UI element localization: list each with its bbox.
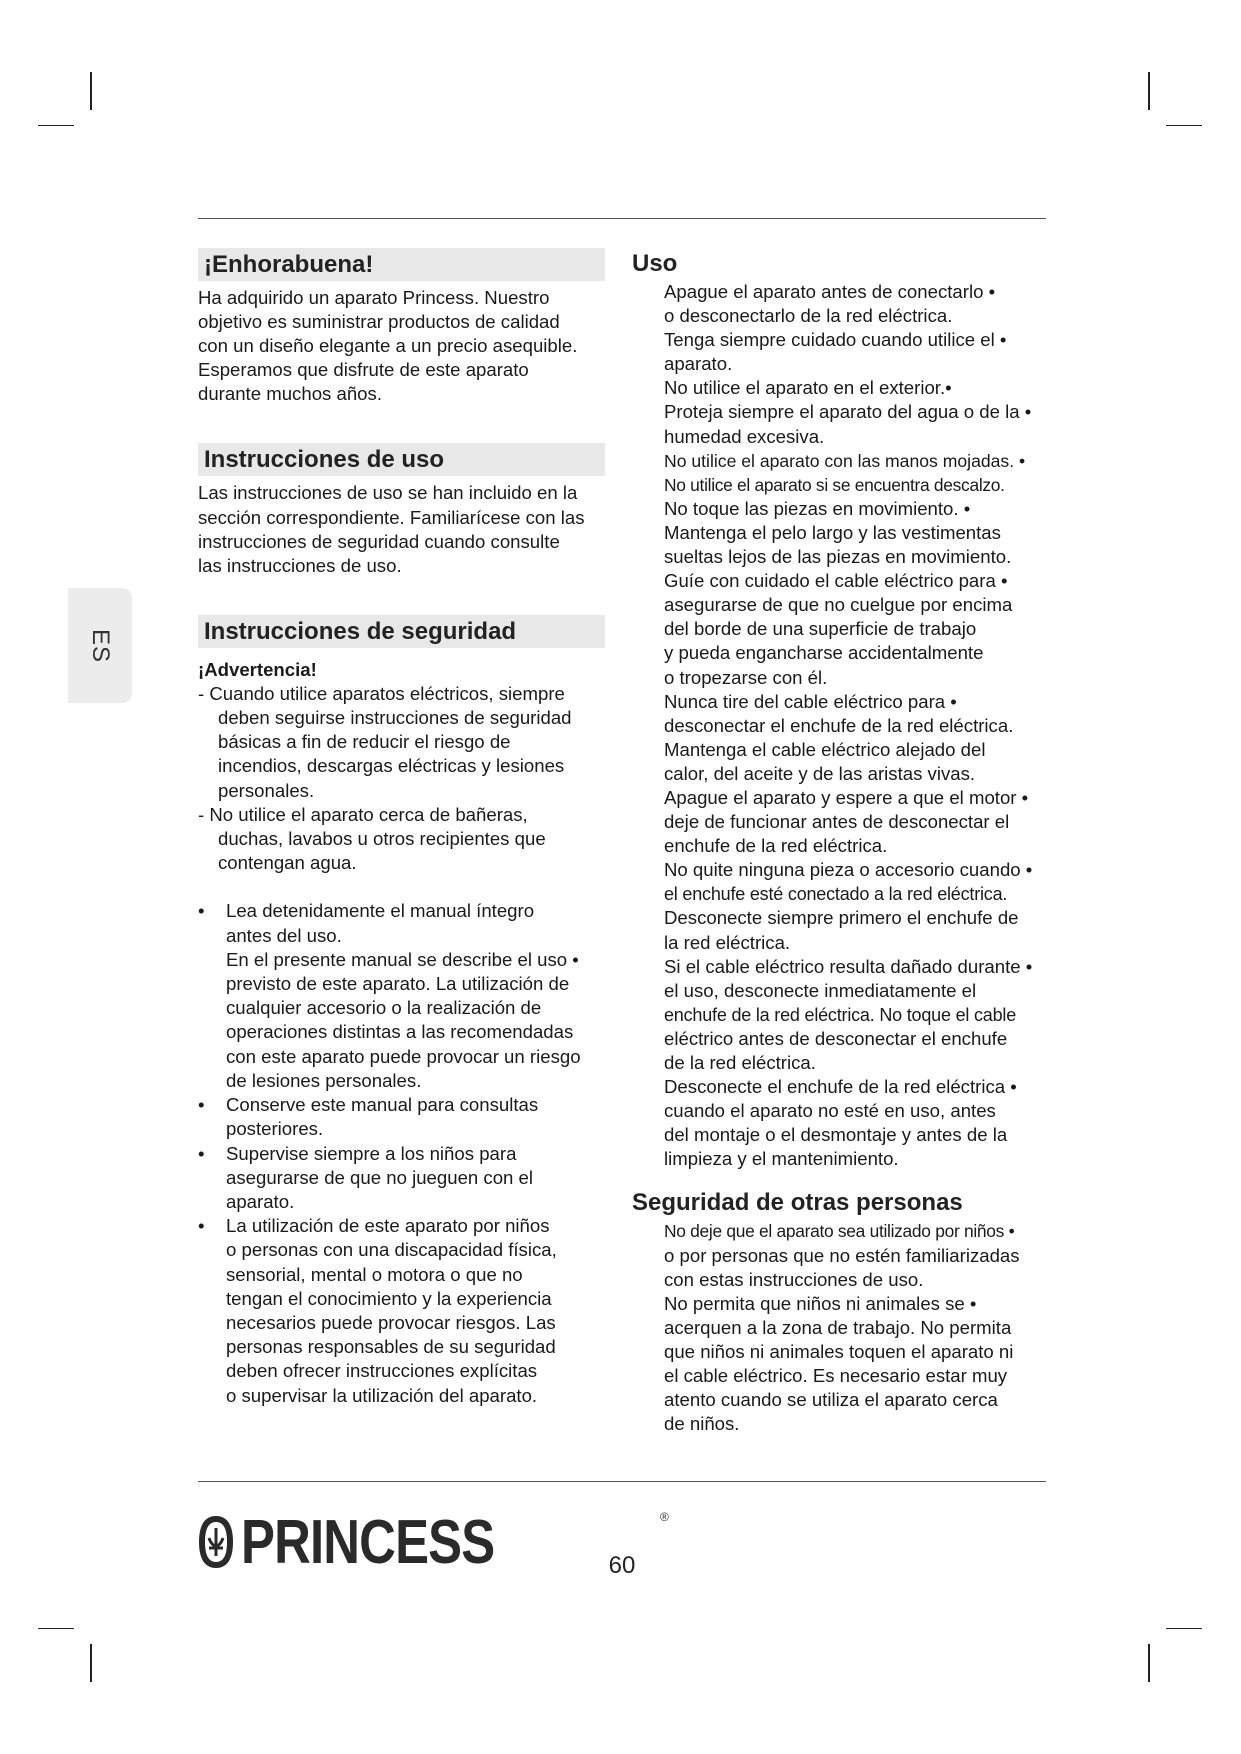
crop-mark xyxy=(1148,72,1150,110)
congrats-text xyxy=(198,286,605,406)
text-line: deben ofrecer instrucciones explícitas xyxy=(226,1360,538,1382)
page-number: 60 xyxy=(608,1552,636,1579)
safety-section xyxy=(198,615,605,1408)
text-line: Mantenga el cable eléctrico alejado del xyxy=(664,738,986,760)
text-line: humedad excesiva. xyxy=(664,425,825,447)
text-line: aparato. xyxy=(226,1190,295,1212)
brand-wordmark: PRINCESS xyxy=(241,1507,495,1577)
text-line: del borde de una superficie de trabajo xyxy=(664,618,977,640)
text-line: enchufe de la red eléctrica. xyxy=(664,835,888,857)
text-line: enchufe de la red eléctrica. No toque el cable xyxy=(664,1004,1017,1025)
text-line: Proteja siempre el aparato del agua o de la • xyxy=(664,401,1032,423)
text-line: cuando el aparato no esté en uso, antes xyxy=(664,1100,996,1122)
text-line: desconectar el enchufe de la red eléctrica. xyxy=(664,714,1014,736)
congrats-heading: ¡Enhorabuena! xyxy=(198,248,605,281)
others-safety-heading: Seguridad de otras personas xyxy=(632,1189,963,1217)
text-line: Guíe con cuidado el cable eléctrico para • xyxy=(664,570,1008,592)
text-line: de lesiones personales. xyxy=(226,1069,422,1091)
text-line: - No utilice el aparato cerca de bañeras, xyxy=(198,803,528,825)
dash-item xyxy=(198,803,605,876)
text-line: contengan agua. xyxy=(218,852,357,874)
bullet-dot: • xyxy=(198,1142,205,1164)
text-line: atento cuando se utiliza el aparato cerca xyxy=(664,1389,998,1411)
text-line: No utilice el aparato en el exterior.• xyxy=(664,377,952,399)
text-line: el cable eléctrico. Es necesario estar muy xyxy=(664,1365,1008,1387)
congrats-section xyxy=(198,248,605,406)
others-safety-section xyxy=(632,1187,1062,1436)
bullet-dot: • xyxy=(198,1215,205,1237)
text-line: posteriores. xyxy=(226,1118,324,1140)
text-line: Tenga siempre cuidado cuando utilice el • xyxy=(664,329,1007,351)
text-line: de la red eléctrica. xyxy=(664,1052,816,1073)
use-section xyxy=(632,248,1062,1171)
crop-mark xyxy=(90,1644,92,1682)
text-line: calor, del aceite y de las aristas vivas. xyxy=(664,762,976,784)
text-line: deben seguirse instrucciones de seguridad xyxy=(218,707,572,729)
text-line: No utilice el aparato con las manos mojadas. • xyxy=(664,450,1026,471)
text-line: incendios, descargas eléctricas y lesiones xyxy=(218,755,565,777)
list-item xyxy=(198,899,605,1093)
text-line: previsto de este aparato. La utilización de xyxy=(226,973,570,995)
list-item xyxy=(198,1214,605,1408)
text-line: o personas con una discapacidad física, xyxy=(226,1239,557,1261)
text-line: o desconectarlo de la red eléctrica. xyxy=(664,305,953,327)
text-line: del montaje o el desmontaje y antes de la xyxy=(664,1124,1008,1146)
usage-instructions-section xyxy=(198,443,605,577)
text-line: asegurarse de que no jueguen con el xyxy=(226,1166,534,1188)
text-line: Nunca tire del cable eléctrico para • xyxy=(664,690,957,712)
text-line: Ha adquirido un aparato Princess. Nuestro xyxy=(198,287,550,308)
safety-bullet-list xyxy=(198,899,605,1407)
use-heading: Uso xyxy=(632,250,678,277)
text-line: operaciones distintas a las recomendadas xyxy=(226,1021,574,1043)
text-line: instrucciones de seguridad cuando consulte xyxy=(198,530,560,552)
text-line: Apague el aparato antes de conectarlo • xyxy=(664,281,996,302)
left-column xyxy=(198,248,605,1408)
text-line: No utilice el aparato si se encuentra descalzo. xyxy=(664,474,1005,495)
text-line: personas responsables de su seguridad xyxy=(226,1336,556,1358)
text-line: No quite ninguna pieza o accesorio cuando • xyxy=(664,859,1033,881)
safety-heading: Instrucciones de seguridad xyxy=(198,615,605,648)
usage-instructions-text xyxy=(198,481,605,577)
text-line: Apague el aparato y espere a que el motor • xyxy=(664,786,1029,808)
text-line: deje de funcionar antes de desconectar el xyxy=(664,811,1010,833)
crop-mark xyxy=(1166,1628,1202,1629)
top-rule xyxy=(198,218,1046,219)
text-line: acerquen a la zona de trabajo. No permita xyxy=(664,1316,1012,1338)
use-list xyxy=(632,280,1062,1171)
list-item xyxy=(198,1093,605,1141)
text-line: y pueda engancharse accidentalmente xyxy=(664,642,984,664)
text-line: antes del uso. xyxy=(226,924,342,946)
usage-instructions-heading: Instrucciones de uso xyxy=(198,443,605,476)
crop-mark xyxy=(1166,125,1202,126)
text-line: durante muchos años. xyxy=(198,383,382,405)
text-line: las instrucciones de uso. xyxy=(198,554,402,576)
text-line: necesarios puede provocar riesgos. Las xyxy=(226,1311,556,1333)
text-line: Desconecte el enchufe de la red eléctrica • xyxy=(664,1076,1017,1098)
text-line: Supervise siempre a los niños para xyxy=(226,1142,517,1164)
bottom-rule xyxy=(198,1481,1046,1482)
text-line: o tropezarse con él. xyxy=(664,666,828,688)
text-line: el enchufe esté conectado a la red eléctrica. xyxy=(664,884,1008,905)
text-line: En el presente manual se describe el uso • xyxy=(226,948,579,970)
text-line: La utilización de este aparato por niños xyxy=(226,1215,550,1237)
text-line: Lea detenidamente el manual íntegro xyxy=(226,900,535,922)
text-line: el uso, desconecte inmediatamente el xyxy=(664,979,977,1001)
text-line: aparato. xyxy=(664,353,733,375)
text-line: con estas instrucciones de uso. xyxy=(664,1268,924,1290)
right-column xyxy=(632,248,1062,1436)
text-line: con este aparato puede provocar un riesgo xyxy=(226,1045,581,1067)
warning-label: ¡Advertencia! xyxy=(198,658,317,680)
list-item xyxy=(198,1142,605,1215)
text-line: Mantenga el pelo largo y las vestimentas xyxy=(664,521,1001,543)
text-line: - Cuando utilice aparatos eléctricos, siempre xyxy=(198,682,565,704)
text-line: Las instrucciones de uso se han incluido en la xyxy=(198,482,578,504)
bullet-dot: • xyxy=(198,900,205,922)
text-line: sección correspondiente. Familiarícese con las xyxy=(198,506,585,528)
text-line: básicas a fin de reducir el riesgo de xyxy=(218,731,511,753)
text-line: No deje que el aparato sea utilizado por niños • xyxy=(664,1221,1015,1242)
text-line: o por personas que no estén familiarizadas xyxy=(664,1244,1020,1266)
text-line: objetivo es suministrar productos de calidad xyxy=(198,311,560,333)
text-line: sueltas lejos de las piezas en movimiento. xyxy=(664,546,1012,568)
crop-mark xyxy=(1148,1644,1150,1682)
text-line: duchas, lavabos u otros recipientes que xyxy=(218,828,546,850)
crop-mark xyxy=(90,72,92,110)
text-line: que niños ni animales toquen el aparato ni xyxy=(664,1340,1014,1362)
text-line: de niños. xyxy=(664,1413,740,1435)
text-line: No toque las piezas en movimiento. • xyxy=(664,497,971,519)
text-line: personales. xyxy=(218,779,315,801)
text-line: asegurarse de que no cuelgue por encima xyxy=(664,594,1013,616)
text-line: No permita que niños ni animales se • xyxy=(664,1292,977,1314)
crop-mark xyxy=(38,1628,74,1629)
text-line: o supervisar la utilización del aparato. xyxy=(226,1384,538,1406)
text-line: sensorial, mental o motora o que no xyxy=(226,1263,523,1285)
text-line: cualquier accesorio o la realización de xyxy=(226,997,542,1019)
text-line: la red eléctrica. xyxy=(664,931,791,953)
language-tab-label: ES xyxy=(86,628,114,663)
crop-mark xyxy=(38,125,74,126)
language-tab xyxy=(68,588,132,703)
text-line: Desconecte siempre primero el enchufe de xyxy=(664,907,1019,929)
others-safety-list xyxy=(632,1219,1062,1436)
text-line: tengan el conocimiento y la experiencia xyxy=(226,1287,552,1309)
text-line: Esperamos que disfrute de este aparato xyxy=(198,359,529,381)
registered-mark: ® xyxy=(660,1510,669,1524)
text-line: con un diseño elegante a un precio asequible. xyxy=(198,335,578,357)
bullet-dot: • xyxy=(198,1094,205,1116)
text-line: eléctrico antes de desconectar el enchufe xyxy=(664,1027,1008,1049)
text-line: limpieza y el mantenimiento. xyxy=(664,1148,899,1170)
text-line: Conserve este manual para consultas xyxy=(226,1094,539,1116)
text-line: Si el cable eléctrico resulta dañado durante • xyxy=(664,955,1033,977)
princess-emblem-icon xyxy=(197,1514,235,1570)
dash-item xyxy=(198,682,605,803)
